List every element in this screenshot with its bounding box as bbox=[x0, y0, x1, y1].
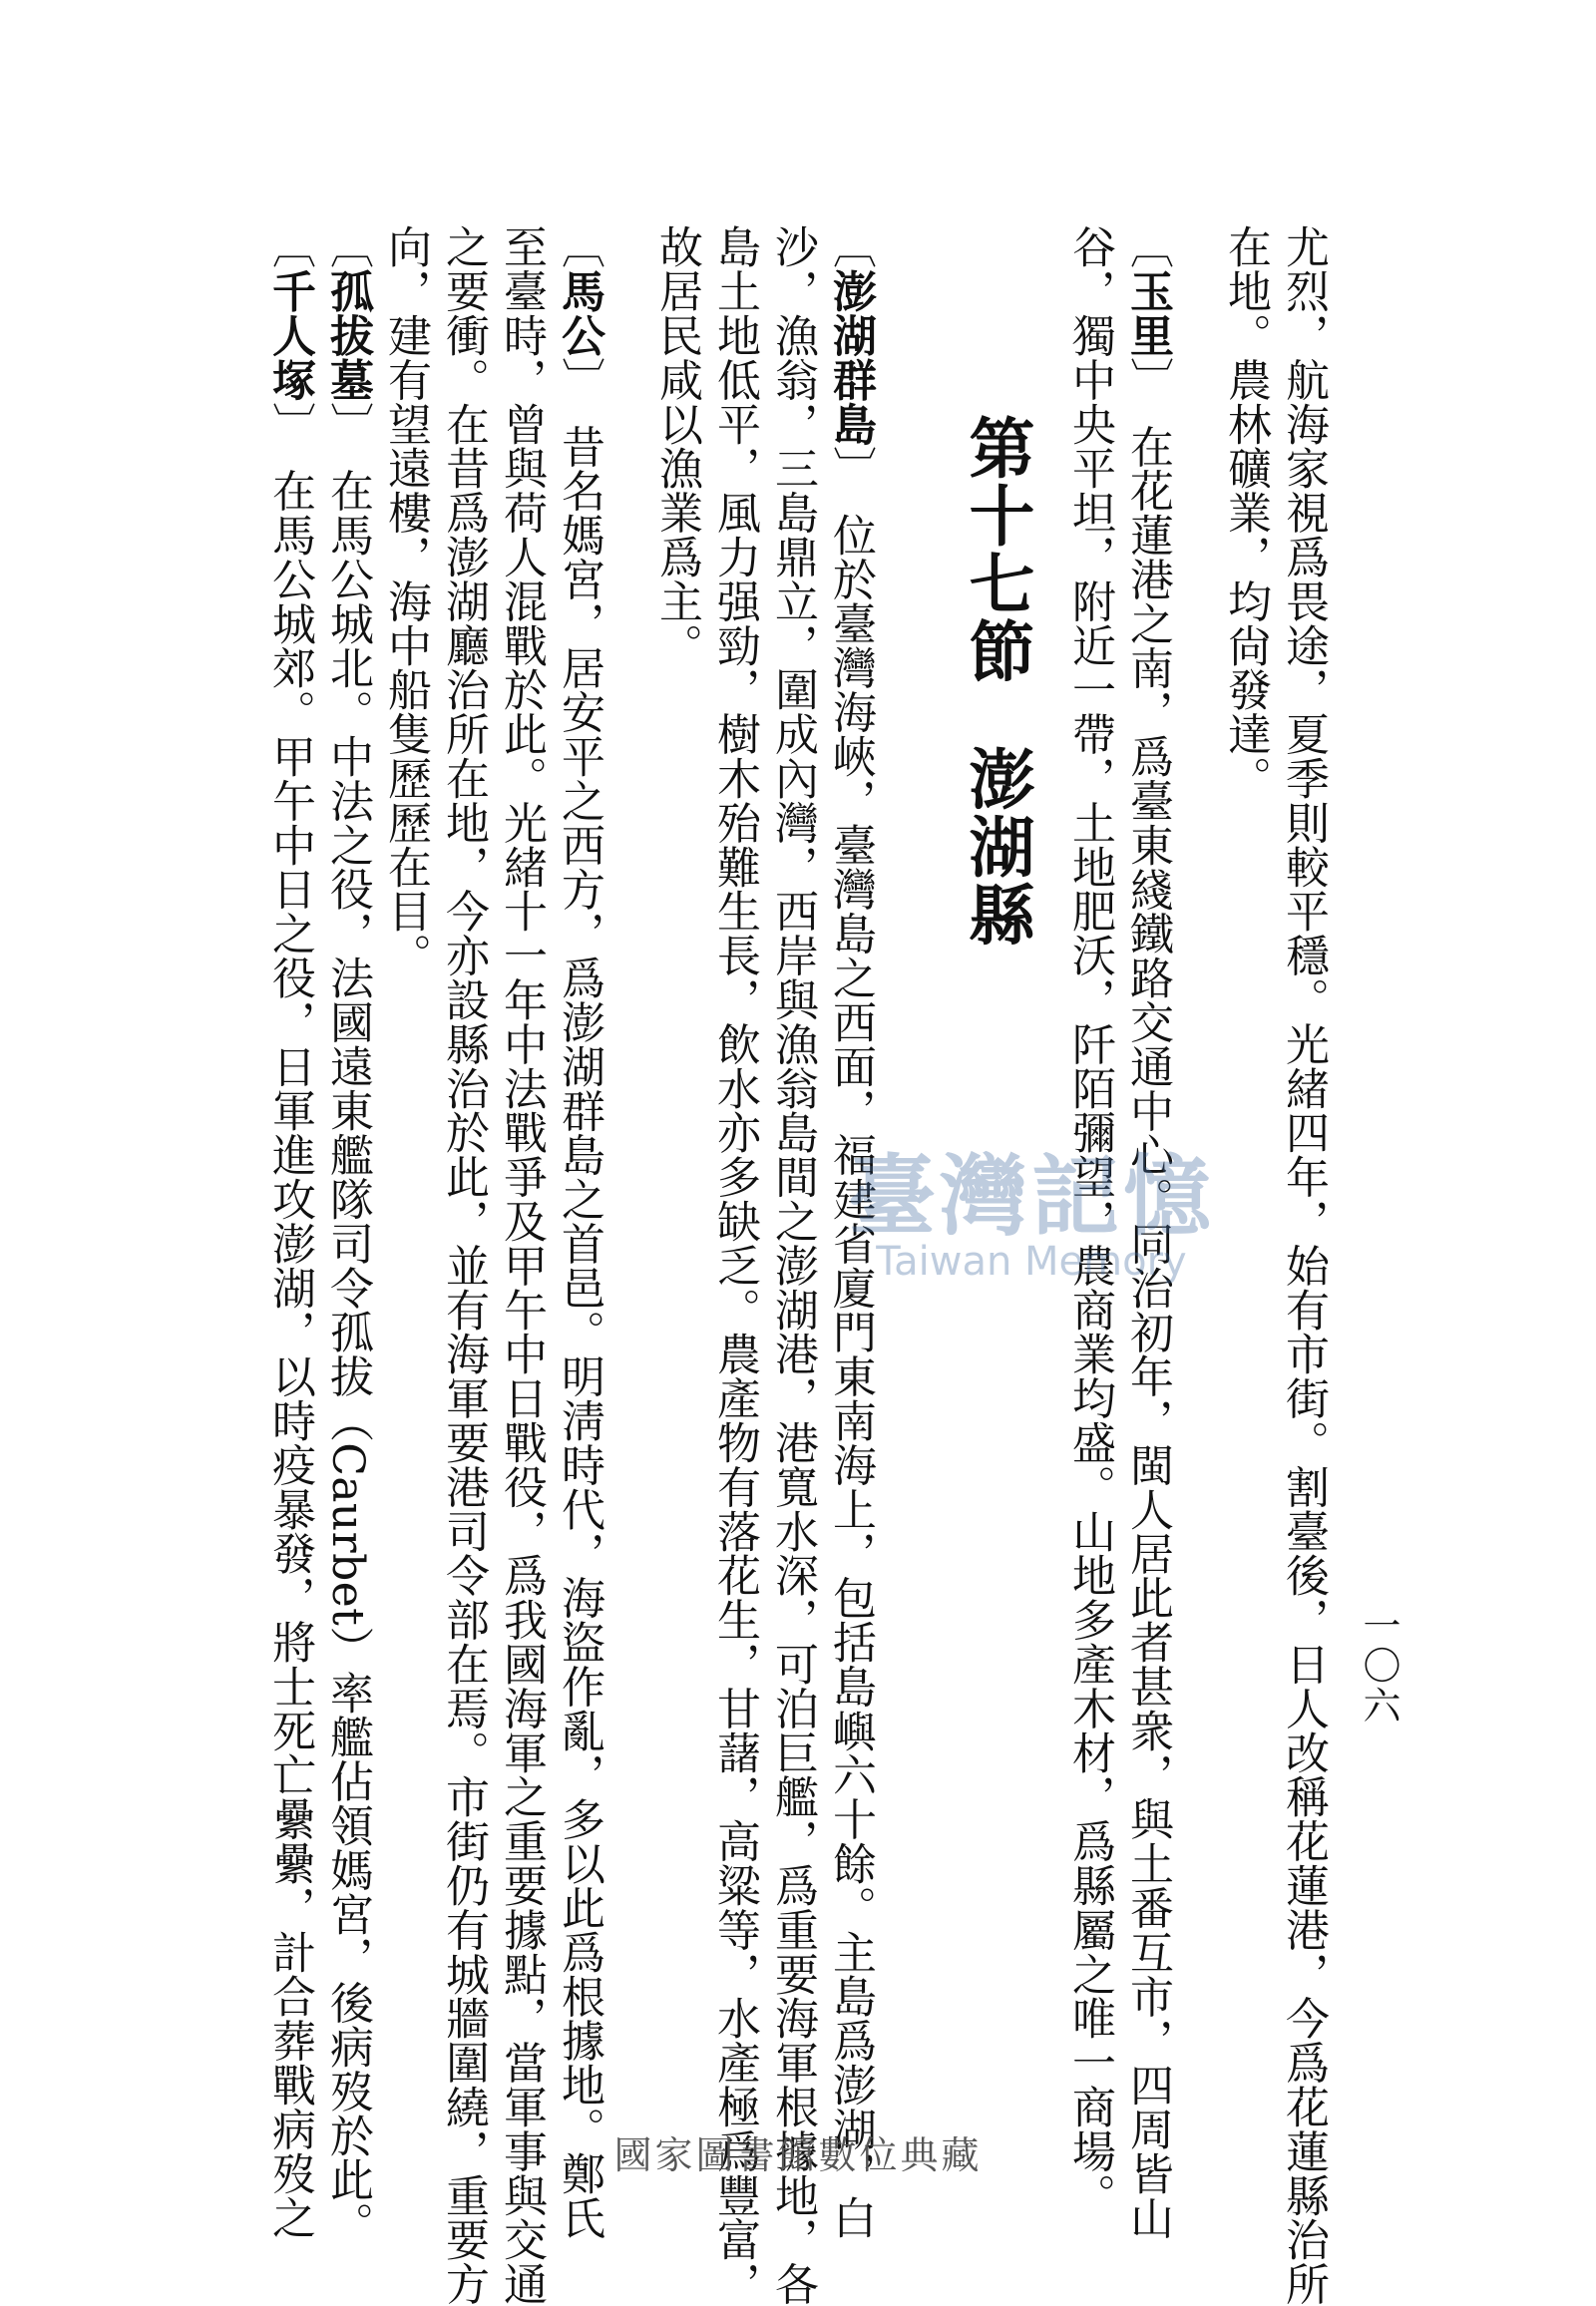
guba-tomb-text-1: 在馬公城北。中法之役，法國遠東艦隊司令孤拔（Caurbet）率艦佔領媽宮，後病歿於此。 bbox=[322, 468, 373, 2246]
taiwan-memory-watermark bbox=[848, 1127, 1215, 1285]
penghu-islands-line-3: 島土地低平，風力强勁，樹木殆難生長，飲水亦多缺乏。農產物有落花生，甘藷，高粱等，水產極爲豐富， bbox=[709, 224, 760, 2306]
magong-text-1: 昔名媽宮，居安平之西方，爲澎湖群島之首邑。明淸時代，海盜作亂，多以此爲根據地。鄭氏 bbox=[554, 424, 604, 2240]
magong-term: 〔 馬公 〕 bbox=[554, 224, 604, 380]
penghu-islands-line-4: 故居民咸以漁業爲主。 bbox=[651, 224, 702, 667]
magong-line-2: 至臺時，曾與荷人混戰於此。光緒十一年中法戰爭及甲午中日戰役，爲我國海軍之重要據點，當軍事與交通 bbox=[496, 224, 547, 2306]
library-footer: 國家圖書館數位典藏 bbox=[613, 2133, 983, 2177]
yuli-entry-line-2: 谷，獨中央平坦，附近一帶，土地肥沃，阡陌彌望，農商業均盛。山地多產木材，爲縣屬之唯一商場。 bbox=[1064, 224, 1115, 2217]
yuli-term: 〔 玉里 〕 bbox=[1122, 224, 1173, 380]
guba-tomb-term: 〔 孤拔墓 〕 bbox=[322, 224, 373, 424]
penghu-islands-term: 〔 澎湖群島 〕 bbox=[825, 224, 876, 468]
hualien-paragraph-line-2: 在地。農林礦業，均尙發達。 bbox=[1220, 224, 1271, 801]
qianren-tomb-text-1: 在馬公城郊。甲午中日之役，日軍進攻澎湖，以時疫暴發，將士死亡纍纍，計合葬戰病歿之 bbox=[264, 468, 315, 2240]
guba-tomb-line-1 bbox=[318, 224, 376, 2246]
penghu-islands-text-1: 位於臺灣海峽，臺灣島之西面，福建省廈門東南海上，包括島嶼六十餘。主島爲澎湖，白 bbox=[825, 512, 876, 2240]
watermark-sub: Taiwan Memory bbox=[876, 1239, 1187, 1285]
magong-line-3: 之要衝。在昔爲澎湖廳治所在地，今亦設縣治於此，並有海軍要港司令部在焉。市街仍有城牆圍繞，重要方 bbox=[438, 224, 489, 2306]
yuli-text-1: 在花蓮港之南，爲臺東綫鐵路交通中心。同治初年，閩人居此者甚衆，與土番互市，四周皆山 bbox=[1122, 424, 1173, 2240]
qianren-tomb-term: 〔 千人塚 〕 bbox=[264, 224, 315, 424]
watermark-main: 臺灣記憶 bbox=[848, 1145, 1216, 1248]
magong-line-1 bbox=[550, 224, 607, 2240]
penghu-islands-line-2: 沙，漁翁，三島鼎立，圍成內灣，西岸與漁翁島間之澎湖港，港寬水深，可泊巨艦，爲重要海軍根據地，各 bbox=[767, 224, 818, 2306]
hualien-paragraph-line-1: 尤烈，航海家視爲畏途，夏季則較平穩。光緒四年，始有市街。割臺後，日人改稱花蓮港，今爲花蓮縣治所 bbox=[1278, 224, 1329, 2306]
paragraph-gap bbox=[607, 224, 647, 2040]
magong-line-4: 向，建有望遠樓，海中船隻歷歷在目。 bbox=[380, 224, 431, 977]
qianren-tomb-line-1 bbox=[260, 224, 318, 2240]
page-number: 一〇六 bbox=[1357, 1606, 1400, 1726]
section-number: 第十七節 bbox=[958, 414, 1034, 685]
section-name: 澎湖縣 bbox=[958, 745, 1034, 949]
